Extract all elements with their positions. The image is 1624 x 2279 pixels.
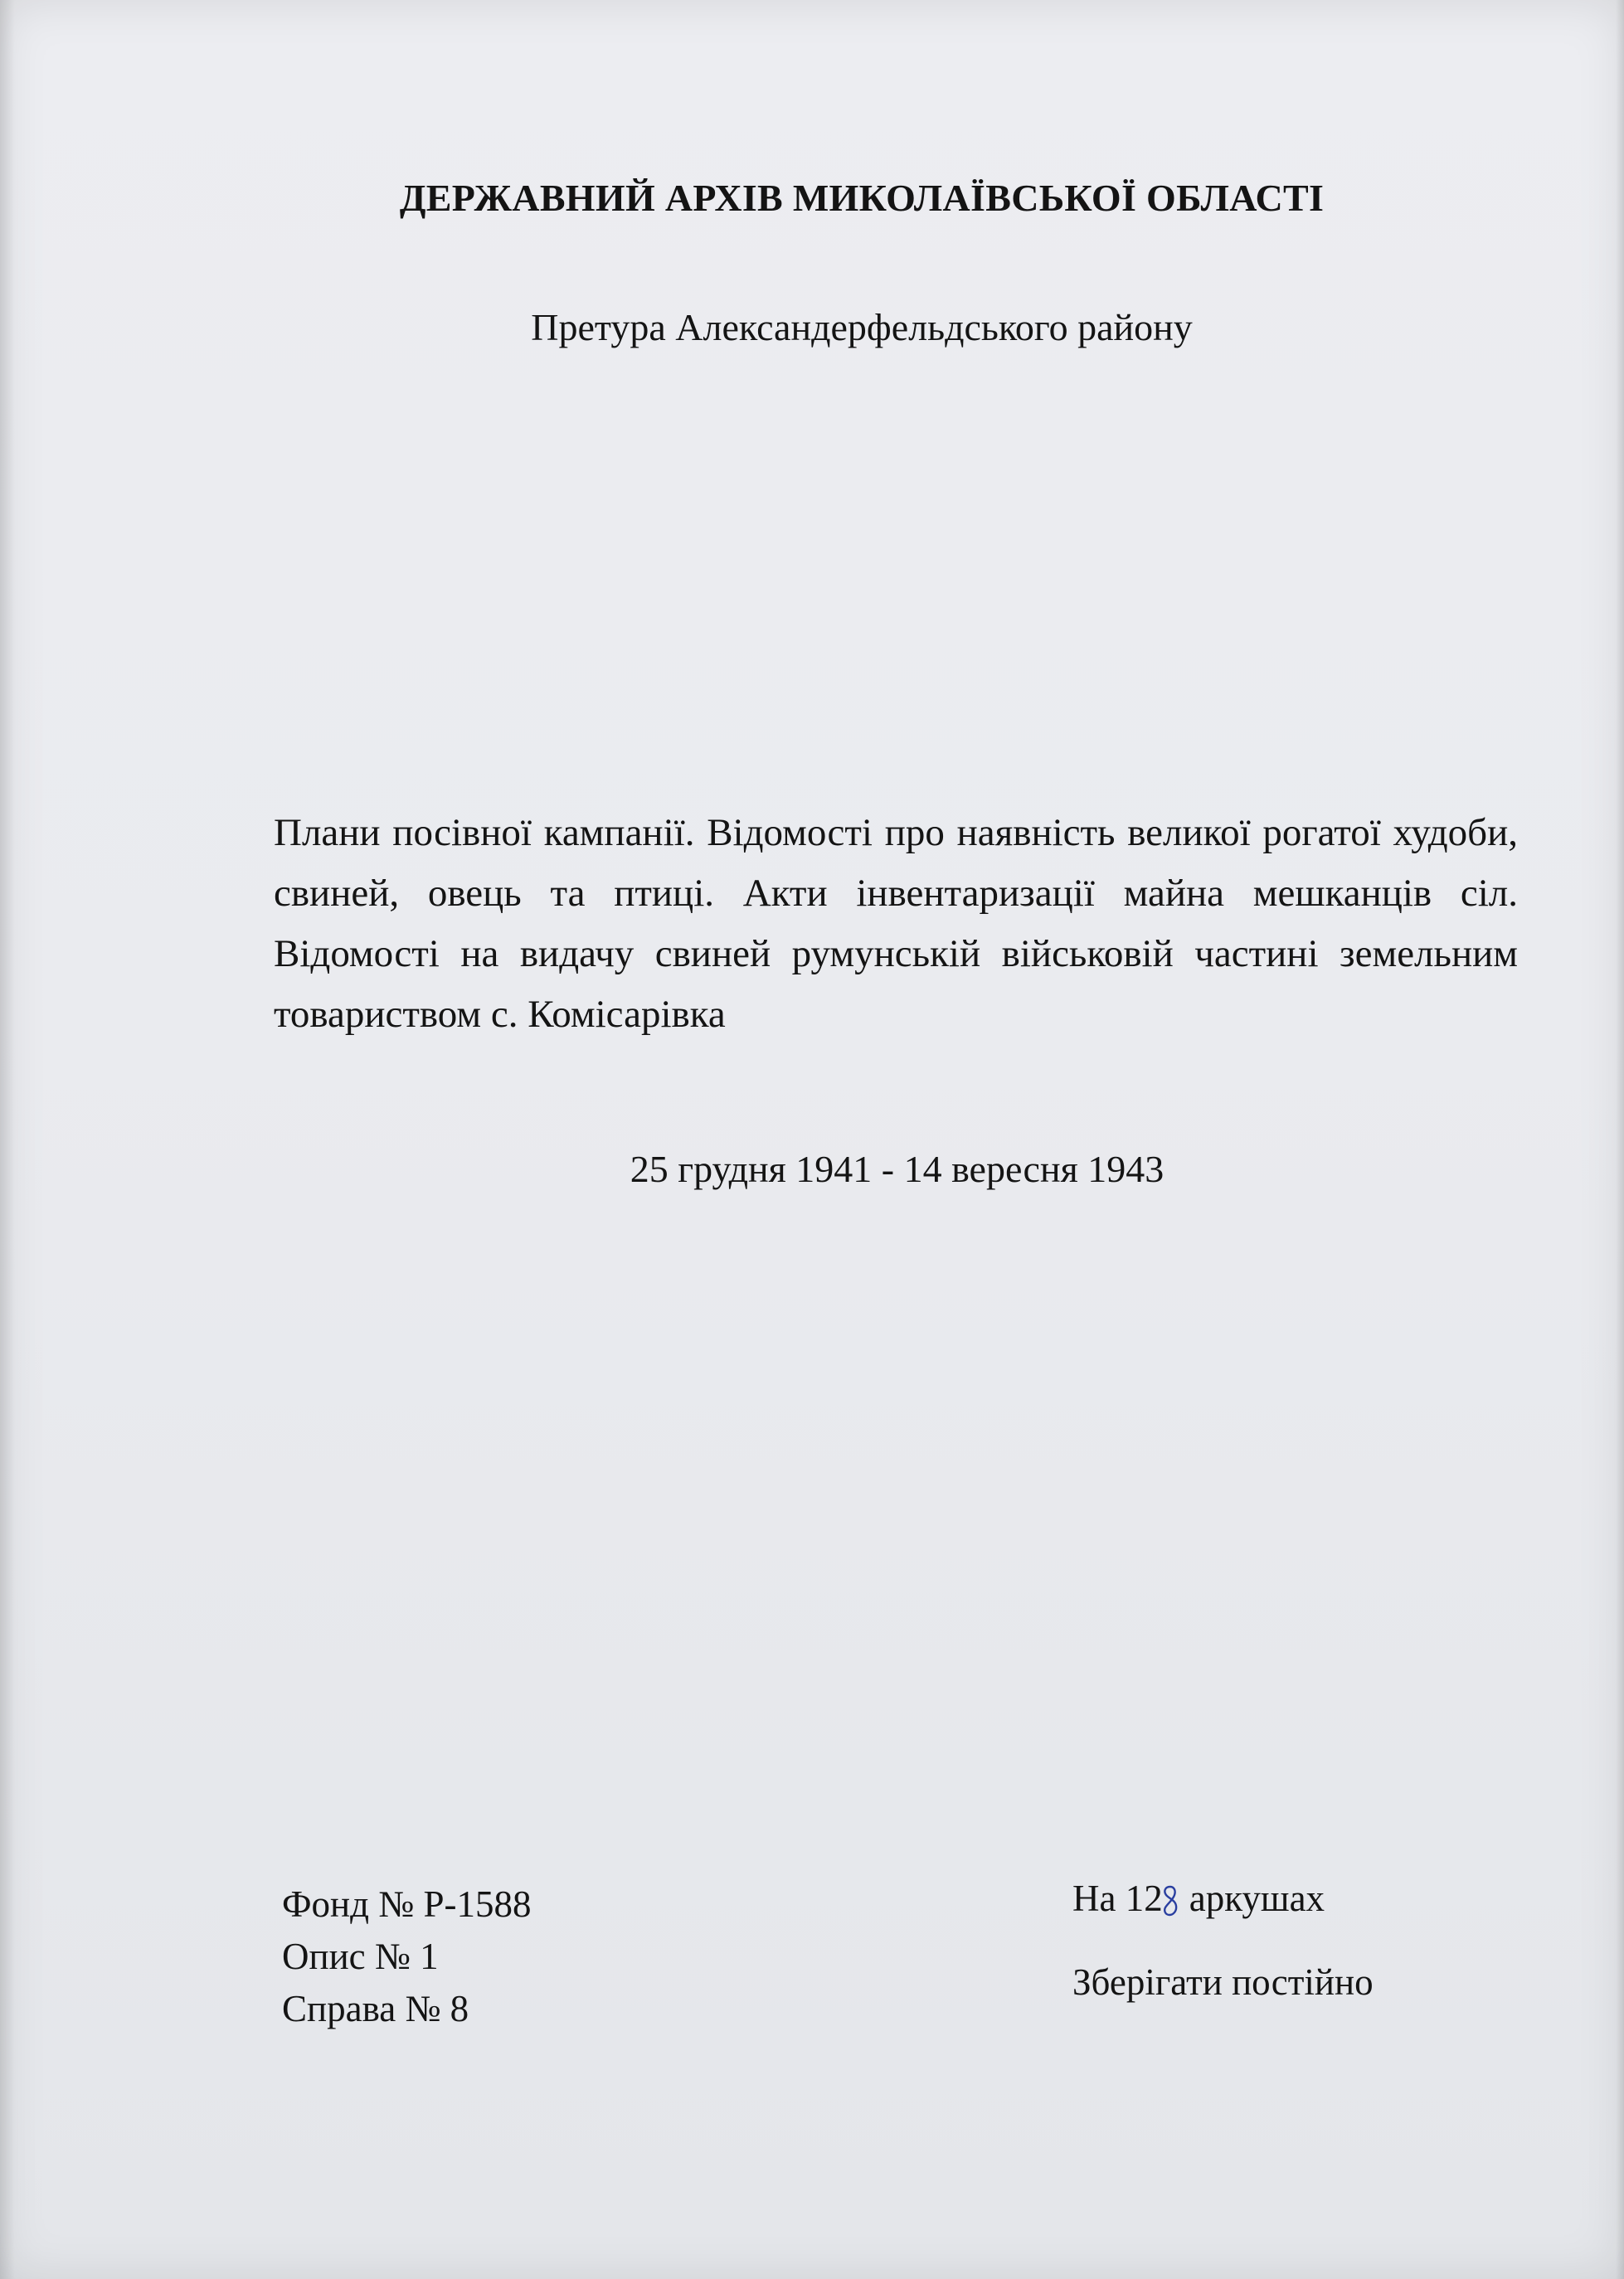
archival-reference — [282, 1878, 531, 2035]
opys-number: Опис № 1 — [282, 1936, 439, 1977]
sheet-count-suffix: аркушах — [1189, 1878, 1325, 1919]
case-description: Плани посівної кампанії. Відомості про наявність великої рогатої худоби, свиней, овець та птиці. Акти інвентаризації майна мешканців сіл. Відомості на видачу свиней румунській військовій частині земельним товариством с. Комісарівка — [274, 811, 1518, 1036]
fond-number: Фонд № Р-1588 — [282, 1883, 532, 1925]
fund-creator-title: Претура Александерфельдського району — [531, 306, 1193, 348]
date-range: 25 грудня 1941 - 14 вересня 1943 — [630, 1148, 1165, 1190]
handwritten-8-mark — [1161, 1884, 1179, 1917]
archive-name-heading: ДЕРЖАВНИЙ АРХІВ МИКОЛАЇВСЬКОЇ ОБЛАСТІ — [399, 177, 1325, 219]
sheet-count — [1072, 1877, 1325, 1920]
storage-term: Зберігати постійно — [1072, 1961, 1374, 2003]
handwritten-digit-8 — [1161, 1883, 1179, 1917]
sheet-count-prefix: На 12 — [1072, 1878, 1163, 1919]
sprava-number: Справа № 8 — [282, 1988, 469, 2029]
